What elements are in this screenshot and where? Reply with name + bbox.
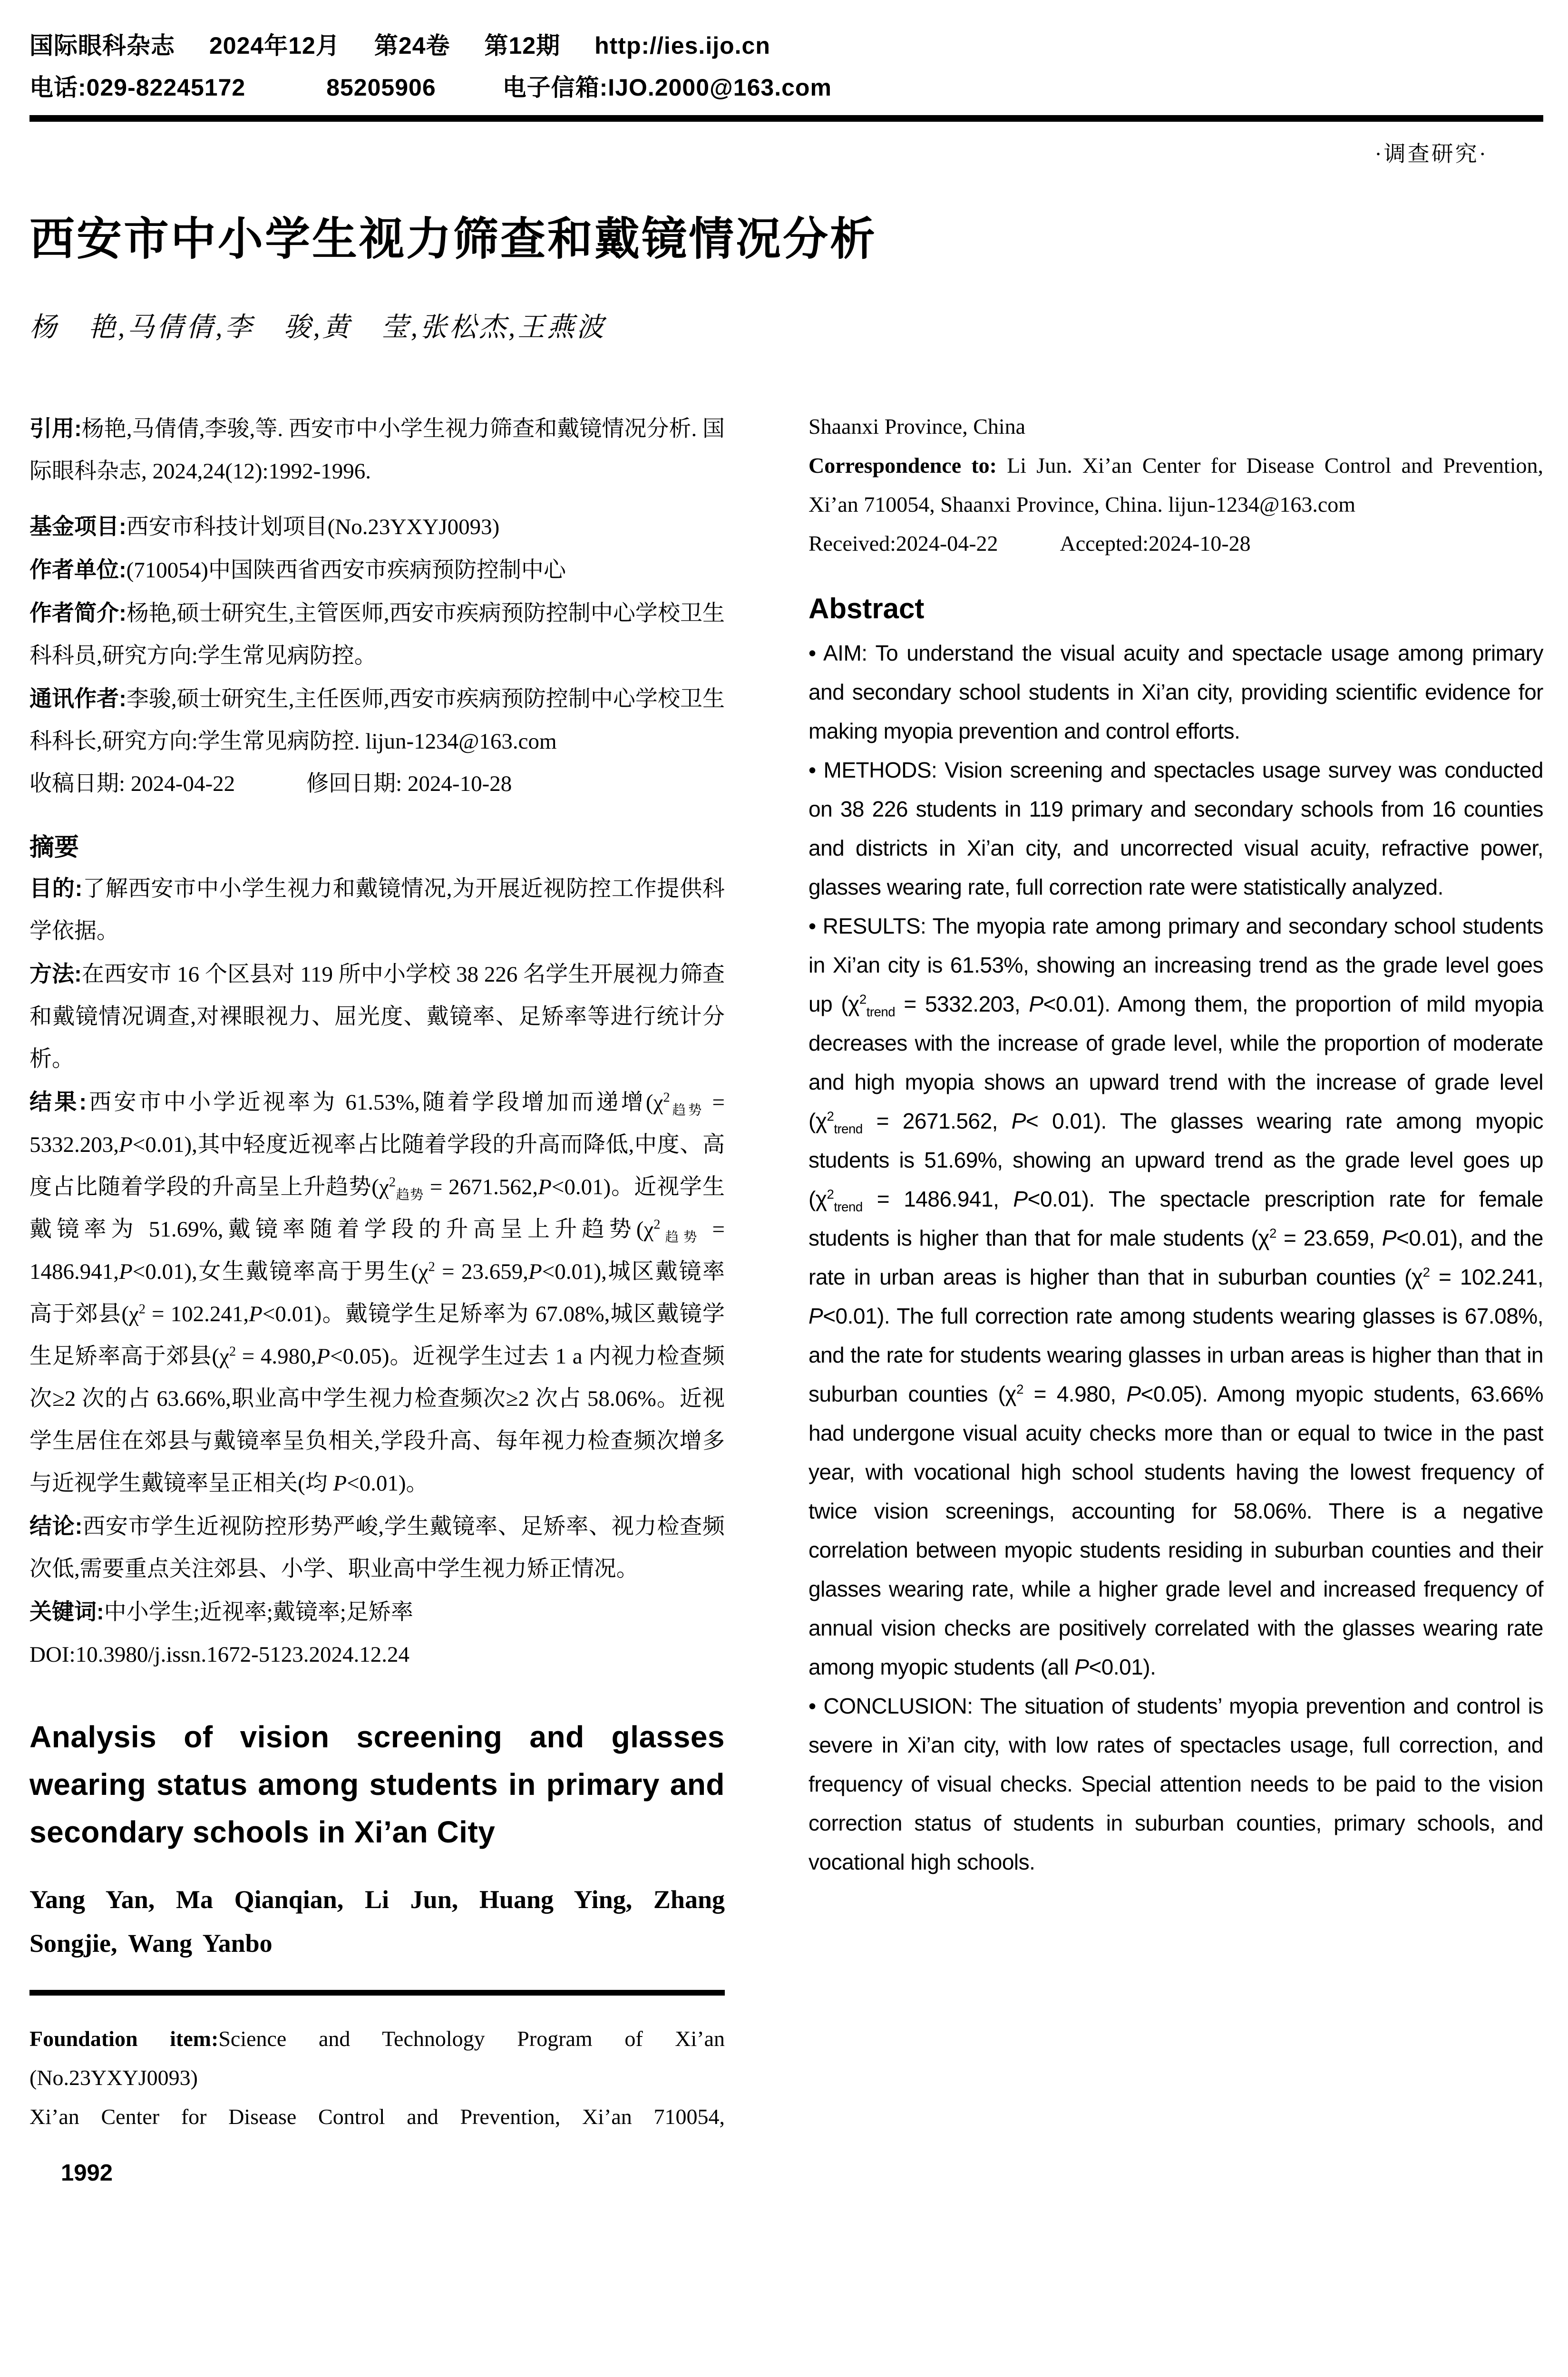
footnote-rule bbox=[29, 1990, 725, 1996]
conclusion-zh-paragraph: 结论:西安市学生近视防控形势严峻,学生戴镜率、足矫率、视力检查频次低,需要重点关注郊县、小学、职业高中学生视力矫正情况。 bbox=[29, 1513, 725, 1581]
author-unit-paragraph: 作者单位:(710054)中国陕西省西安市疾病预防控制中心 bbox=[29, 557, 566, 583]
conclusion-en-paragraph: • CONCLUSION: The situation of students’ myopia prevention and control is severe in Xi’an city, with low rates of spectacles usage, full correction, and frequency of visual checks. Special attention needs to be paid to the vision correction status of students in suburban counties, primary schools, and vocational high schools. bbox=[808, 1694, 1543, 1874]
doi-line: DOI:10.3980/j.issn.1672-5123.2024.12.24 bbox=[29, 1642, 409, 1667]
results-en-paragraph: • RESULTS: The myopia rate among primary and secondary school students in Xi’an city is 61.53%, showing an increasing trend as the grade level goes up ($\chi^2_{trend} = 5332.203$, P<0.01). Among them, the proportion of mild myopia decreases with the increase of grade level, while the proportion of moderate and high myopia shows an upward trend with the increase of grade level ($\chi^2_{trend} = 2671.562$, P< 0.01). The glasses wearing rate among myopic students is 51.69%, showing an upward trend as the grade level goes up ($\chi^2_{trend} = 1486.941$, P<0.01). The spectacle prescription rate for female students is higher than that for male students ($\chi^2 = 23.659$, P<0.01), and the rate in urban areas is higher than that in suburban counties ($\chi^2 = 102.241$, P<0.01). The full correction rate among students wearing glasses is 67.08%, and the rate for students wearing glasses in urban areas is higher than that in suburban counties ($\chi^2 = 4.980$, P<0.05). Among myopic students, 63.66% had undergone visual acuity checks more than or equal to twice in the past year, with vocational high school students having the lowest frequency of twice vision screenings, accounting for 58.06%. There is a negative correlation between myopic students residing in suburban counties and their glasses wearing rate, while a higher grade level and increased frequency of annual vision checks are positively correlated with the glasses wearing rate among myopic students (all P<0.01). bbox=[808, 914, 1543, 1679]
affiliation-en-start: Xi’an Center for Disease Control and Prevention, Xi’an 710054, bbox=[29, 2104, 725, 2129]
keywords-zh-paragraph: 关键词:中小学生;近视率;戴镜率;足矫率 bbox=[29, 1599, 413, 1625]
aim-zh-paragraph: 目的:了解西安市中小学生视力和戴镜情况,为开展近视防控工作提供科学依据。 bbox=[29, 876, 725, 944]
dates-zh-line bbox=[29, 763, 725, 805]
journal-name: 国际眼科杂志 bbox=[29, 32, 175, 59]
citation-paragraph: 引用:杨艳,马倩倩,李骏,等. 西安市中小学生视力筛查和戴镜情况分析. 国际眼科杂志, 2024,24(12):1992-1996. bbox=[29, 416, 725, 484]
column-gutter bbox=[725, 407, 808, 2188]
abstract-heading-en: Abstract bbox=[808, 593, 925, 624]
abstract-heading-zh: 摘要 bbox=[29, 834, 79, 861]
revised-date-zh: 修回日期: 2024-10-28 bbox=[306, 771, 512, 796]
article-title-zh: 西安市中小学生视力筛查和戴镜情况分析 bbox=[29, 214, 877, 264]
methods-zh-paragraph: 方法:在西安市 16 个区县对 119 所中小学校 38 226 名学生开展视力筛查和戴镜情况调查,对裸眼视力、屈光度、戴镜率、足矫率等进行统计分析。 bbox=[29, 961, 725, 1072]
fund-paragraph: 基金项目:西安市科技计划项目(No.23YXYJ0093) bbox=[29, 514, 500, 539]
two-column-body bbox=[29, 407, 1543, 2188]
journal-phone: 电话:029-82245172 bbox=[29, 74, 246, 101]
journal-volume: 第24卷 bbox=[374, 32, 450, 59]
journal-issue: 第12期 bbox=[484, 32, 561, 59]
journal-phone2: 85205906 bbox=[326, 74, 436, 101]
journal-header-line1 bbox=[29, 25, 1543, 67]
journal-url: http://ies.ijo.cn bbox=[594, 32, 770, 59]
aim-en-paragraph: • AIM: To understand the visual acuity and spectacle usage among primary and secondary school students in Xi’an city, providing scientific evidence for making myopia prevention and control efforts. bbox=[808, 641, 1543, 743]
dates-en-line bbox=[808, 524, 1543, 563]
journal-email: 电子信箱:IJO.2000@163.com bbox=[502, 74, 832, 101]
author-bio-paragraph: 作者简介:杨艳,硕士研究生,主管医师,西安市疾病预防控制中心学校卫生科科员,研究方向:学生常见病防控。 bbox=[29, 600, 725, 668]
authors-en: Yang Yan, Ma Qianqian, Li Jun, Huang Ying, Zhang Songjie, Wang Yanbo bbox=[29, 1885, 725, 1958]
correspondence-zh-paragraph: 通讯作者:李骏,硕士研究生,主任医师,西安市疾病预防控制中心学校卫生科科长,研究方向:学生常见病防控. lijun-1234@163.com bbox=[29, 686, 725, 754]
article-type-label: ·调查研究· bbox=[1374, 142, 1488, 166]
received-date-zh: 收稿日期: 2024-04-22 bbox=[29, 771, 235, 796]
article-title-en: Analysis of vision screening and glasses wearing status among students in primary and secondary schools in Xi’an City bbox=[29, 1720, 725, 1849]
journal-header-line2 bbox=[29, 67, 1543, 108]
journal-date: 2024年12月 bbox=[209, 32, 340, 59]
correspondence-en-paragraph: Correspondence to: Li Jun. Xi’an Center for Disease Control and Prevention, Xi’an 710054, Shaanxi Province, China. lijun-1234@163.com bbox=[808, 453, 1544, 516]
header-rule bbox=[29, 115, 1543, 122]
received-date-en: Received:2024-04-22 bbox=[808, 531, 998, 555]
accepted-date-en: Accepted:2024-10-28 bbox=[1060, 531, 1251, 555]
right-column bbox=[808, 407, 1543, 2188]
journal-header bbox=[29, 25, 1543, 108]
methods-en-paragraph: • METHODS: Vision screening and spectacles usage survey was conducted on 38 226 students in 119 primary and secondary schools from 16 counties and districts in Xi’an city, and uncorrected visual acuity, refractive power, glasses wearing rate, full correction rate were statistically analyzed. bbox=[808, 758, 1543, 899]
results-zh-paragraph: 结果:西安市中小学近视率为 61.53%,随着学段增加而递增$(\chi^2_{趋势} = 5332.203,P<0.01)$,其中轻度近视率占比随着学段的升高而降低,中度、高度占比随着学段的升高呈上升趋势$(\chi^2_{趋势} = 2671.562,P<0.01)$。近视学生戴镜率为 51.69%,戴镜率随着学段的升高呈上升趋势$(\chi^2_{趋势} = 1486.941,P<0.01)$,女生戴镜率高于男生$(\chi^2 = 23.659,P<0.01)$,城区戴镜率高于郊县$(\chi^2 = 102.241,P<0.01)$。戴镜学生足矫率为 67.08%,城区戴镜学生足矫率高于郊县$(\chi^2 = 4.980,P<0.05)$。近视学生过去 1 a 内视力检查频次≥2 次的占 63.66%,职业高中学生视力检查频次≥2 次占 58.06%。近视学生居住在郊县与戴镜率呈负相关,学段升高、每年视力检查频次增多与近视学生戴镜率呈正相关(均 P<0.01)。 bbox=[29, 1089, 725, 1496]
affiliation-en-continuation: Shaanxi Province, China bbox=[808, 414, 1026, 438]
left-column bbox=[29, 407, 725, 2188]
authors-zh: 杨 艳,马倩倩,李 骏,黄 莹,张松杰,王燕波 bbox=[29, 312, 606, 342]
page-number: 1992 bbox=[61, 2160, 113, 2186]
foundation-item-paragraph: Foundation item:Science and Technology Program of Xi’an (No.23YXYJ0093) bbox=[29, 2026, 725, 2090]
